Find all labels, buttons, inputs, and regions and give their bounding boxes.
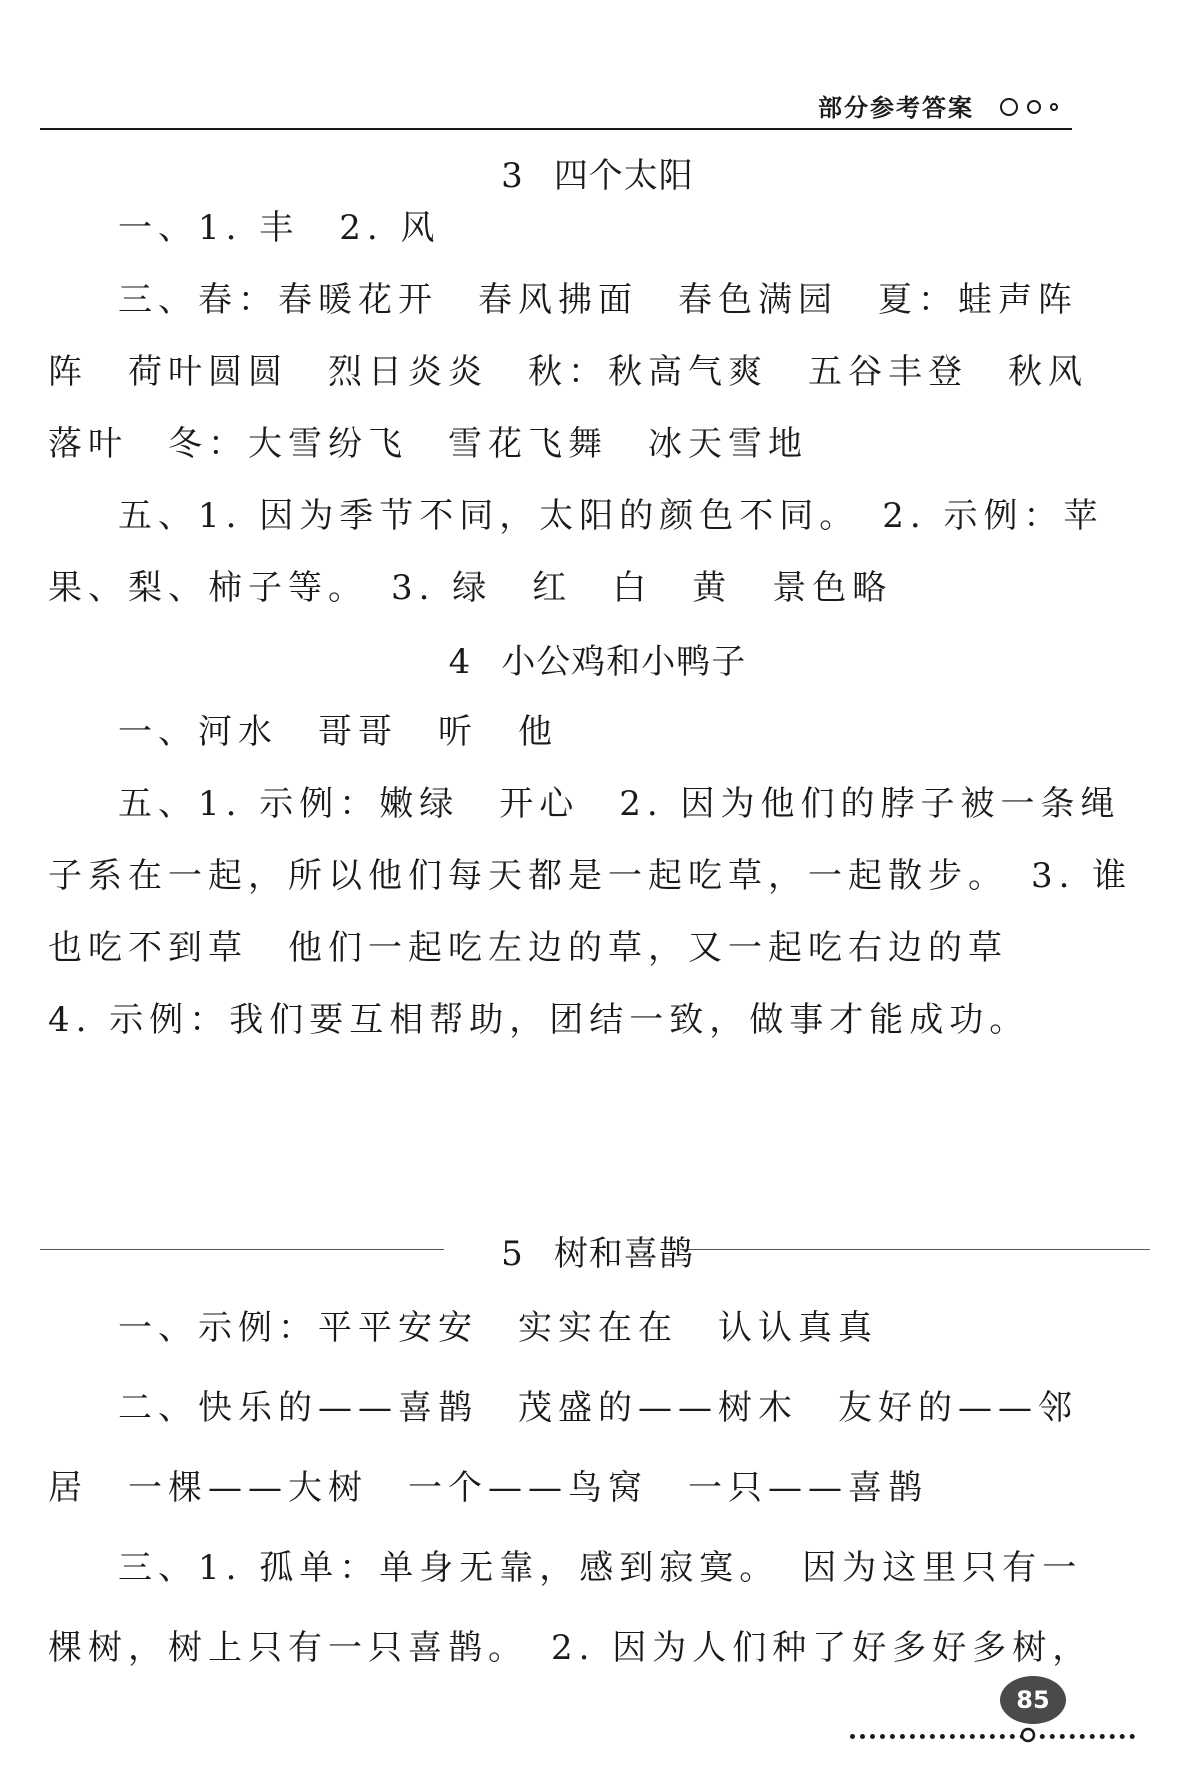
answer-line: 三、春：春暖花开 春风拂面 春色满园 夏：蛙声阵 (118, 280, 1078, 320)
section-title-5: 5 树和喜鹊 (501, 1234, 694, 1274)
answer-line: 子系在一起，所以他们每天都是一起吃草，一起散步。 3. 谁 (48, 856, 1133, 896)
page-number: 85 (1000, 1676, 1066, 1724)
answer-line: 落叶 冬：大雪纷飞 雪花飞舞 冰天雪地 (48, 424, 808, 464)
answer-line: 4. 示例：我们要互相帮助，团结一致，做事才能成功。 (48, 1000, 1030, 1040)
answer-line: 阵 荷叶圆圆 烈日炎炎 秋：秋高气爽 五谷丰登 秋风 (48, 352, 1088, 392)
answer-line: 二、快乐的——喜鹊 茂盛的——树木 友好的——邻 (118, 1388, 1078, 1428)
header-decoration (1000, 98, 1058, 116)
footer-dotted-line (850, 1734, 1135, 1739)
header-label: 部分参考答案 (818, 94, 974, 122)
answer-line: 居 一棵——大树 一个——鸟窝 一只——喜鹊 (48, 1468, 928, 1508)
answer-line: 一、河水 哥哥 听 他 (118, 712, 558, 752)
circle-icon (1050, 103, 1058, 111)
section-title-3: 3 四个太阳 (501, 156, 694, 196)
section-title-4: 4 小公鸡和小鸭子 (448, 642, 747, 682)
answer-line: 一、1. 丰 2. 风 (118, 208, 441, 248)
answer-line: 果、梨、柿子等。 3. 绿 红 白 黄 景色略 (48, 568, 893, 608)
answer-line: 棵树，树上只有一只喜鹊。 2. 因为人们种了好多好多树， (48, 1628, 1093, 1668)
answer-line: 三、1. 孤单：单身无靠，感到寂寞。 因为这里只有一 (118, 1548, 1083, 1588)
circle-icon (1020, 1727, 1036, 1743)
circle-icon (1027, 100, 1041, 114)
answer-line: 五、1. 因为季节不同，太阳的颜色不同。 2. 示例：苹 (118, 496, 1104, 536)
answer-line: 一、示例：平平安安 实实在在 认认真真 (118, 1308, 878, 1348)
answer-line: 五、1. 示例：嫩绿 开心 2. 因为他们的脖子被一条绳 (118, 784, 1121, 824)
answer-line: 也吃不到草 他们一起吃左边的草，又一起吃右边的草 (48, 928, 1008, 968)
circle-icon (1000, 98, 1018, 116)
header-divider (40, 128, 1072, 130)
